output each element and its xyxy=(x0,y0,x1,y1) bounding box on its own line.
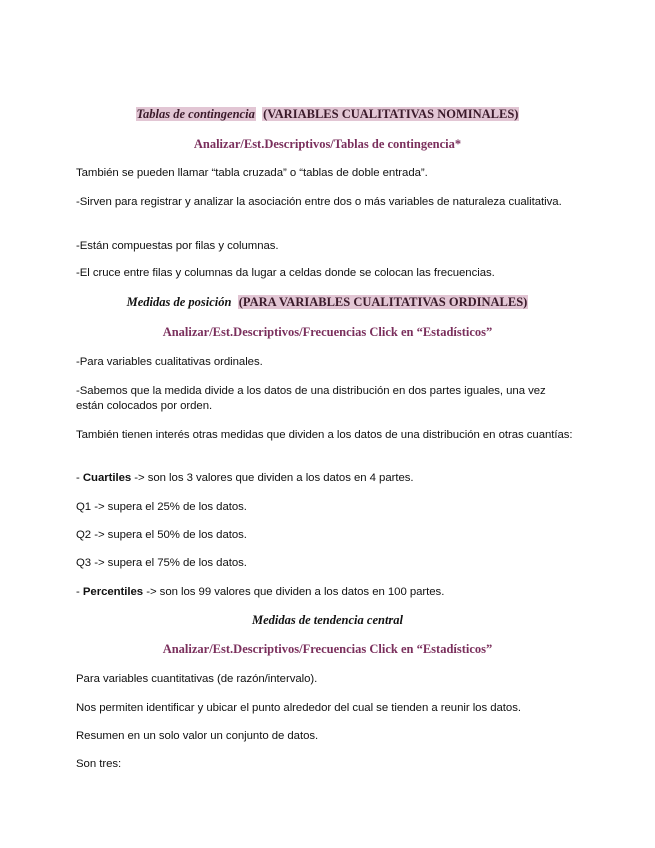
menu-path: Analizar/Est.Descriptivos/Tablas de contingencia* xyxy=(193,137,462,151)
bullet-prefix: - xyxy=(76,586,83,598)
heading-caps-part: (VARIABLES CUALITATIVAS NOMINALES) xyxy=(263,107,519,121)
heading-italic-part: Tablas de contingencia xyxy=(136,107,255,121)
paragraph: -Están compuestas por filas y columnas. xyxy=(76,240,279,252)
menu-path: Analizar/Est.Descriptivos/Frecuencias Click en “Estadísticos” xyxy=(162,325,493,339)
section-heading-tendencia xyxy=(0,612,655,628)
menu-path: Analizar/Est.Descriptivos/Frecuencias Click en “Estadísticos” xyxy=(162,642,493,656)
term-percentiles: Percentiles xyxy=(82,586,144,598)
quartile-line: Q3 -> supera el 75% de los datos. xyxy=(76,557,247,569)
definition-text: -> son los 3 valores que dividen a los datos en 4 partes. xyxy=(131,472,414,484)
bullet-prefix: - xyxy=(76,472,83,484)
paragraph: Resumen en un solo valor un conjunto de datos. xyxy=(76,730,319,742)
cuartiles-definition xyxy=(76,471,576,486)
paragraph: Nos permiten identificar y ubicar el punto alrededor del cual se tienden a reunir los datos. xyxy=(76,702,521,714)
definition-text: -> son los 99 valores que dividen a los datos en 100 partes. xyxy=(143,586,445,598)
heading-italic-part: Medidas de tendencia central xyxy=(251,613,404,627)
paragraph: -El cruce entre filas y columnas da lugar a celdas donde se colocan las frecuencias. xyxy=(76,267,495,279)
paragraph: Para variables cuantitativas (de razón/intervalo). xyxy=(76,673,318,685)
percentiles-definition xyxy=(76,585,576,600)
paragraph: Son tres: xyxy=(76,758,122,770)
heading-italic-part: Medidas de posición xyxy=(126,295,232,309)
heading-caps-part: (PARA VARIABLES CUALITATIVAS ORDINALES) xyxy=(238,295,528,309)
paragraph: También se pueden llamar “tabla cruzada” o “tablas de doble entrada”. xyxy=(76,167,428,179)
paragraph: -Sirven para registrar y analizar la asociación entre dos o más variables de naturaleza cualitativa. xyxy=(76,196,562,208)
section-heading-posicion xyxy=(0,294,655,310)
section-heading-tablas xyxy=(0,106,655,122)
term-cuartiles: Cuartiles xyxy=(82,472,132,484)
paragraph: También tienen interés otras medidas que dividen a los datos de una distribución en otras cuantías: xyxy=(76,429,573,441)
quartile-line: Q1 -> supera el 25% de los datos. xyxy=(76,501,247,513)
paragraph: -Sabemos que la medida divide a los datos de una distribución en dos partes iguales, una vez están colocados por orden. xyxy=(76,385,546,412)
paragraph: -Para variables cualitativas ordinales. xyxy=(76,356,263,368)
quartile-line: Q2 -> supera el 50% de los datos. xyxy=(76,529,247,541)
